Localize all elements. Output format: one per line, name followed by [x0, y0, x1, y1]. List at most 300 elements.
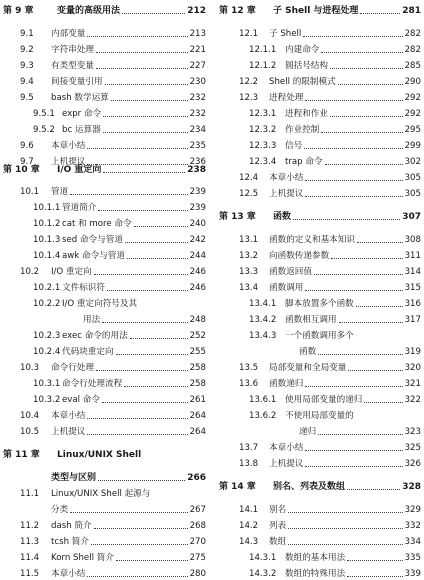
- toc-page-number: 329: [404, 505, 421, 515]
- toc-page-number: 244: [189, 251, 206, 261]
- toc-entry-number: 12.3.2: [249, 125, 277, 135]
- toc-entry-title: 本章小结: [51, 141, 86, 151]
- toc-page-number: 213: [189, 29, 206, 39]
- toc-page-number: 339: [404, 569, 421, 579]
- toc-page-number: 258: [189, 379, 206, 389]
- dot-leader: [96, 370, 188, 371]
- toc-page-number: 232: [189, 109, 206, 119]
- toc-entry-row: [219, 295, 421, 310]
- toc-entry-title: Shell 的限制模式: [269, 77, 336, 87]
- toc-entry-number: 9.5: [20, 93, 34, 103]
- toc-entry-row: [219, 137, 421, 152]
- dot-leader: [87, 36, 187, 37]
- toc-page-number: 316: [404, 299, 421, 309]
- toc-entry-number: 14.3.2: [249, 569, 277, 579]
- toc-entry-number: 第 14 章: [219, 482, 256, 492]
- toc-entry-row: [3, 549, 206, 564]
- toc-entry-number: 10.1.4: [33, 251, 61, 261]
- toc-chapter-row: [219, 208, 421, 223]
- toc-entry-title: 函数相互调用: [285, 315, 337, 325]
- toc-entry-row: [3, 423, 206, 438]
- toc-entry-row: [219, 343, 421, 358]
- toc-entry-number: 9.4: [20, 77, 34, 87]
- toc-entry-row: [3, 533, 206, 548]
- toc-entry-title: eval 命令: [62, 395, 100, 405]
- toc-entry-row: [219, 565, 421, 580]
- toc-entry-title: 函数: [299, 347, 317, 357]
- dot-leader: [305, 386, 402, 387]
- toc-entry-title: sed 命令与管道: [62, 235, 123, 245]
- toc-entry-number: 10.3: [20, 363, 40, 373]
- toc-entry-title: 上机提议: [269, 189, 304, 199]
- toc-entry-title: 子 Shell: [269, 29, 302, 39]
- toc-entry-number: 12.3.3: [249, 141, 277, 151]
- toc-entry-title: Linux/UNIX Shell: [57, 450, 142, 460]
- toc-entry-title: I/O 重定向符号及其: [62, 299, 138, 309]
- toc-entry-title: 使用局部变量的递归: [285, 395, 363, 405]
- dot-leader: [103, 116, 187, 117]
- dot-leader: [70, 194, 187, 195]
- toc-entry-number: 14.3: [239, 537, 259, 547]
- toc-entry-row: [3, 137, 206, 152]
- toc-page-number: 227: [189, 61, 206, 71]
- toc-entry-number: 10.2.3: [33, 331, 61, 341]
- toc-page-number: 319: [404, 347, 421, 357]
- toc-entry-number: 12.1: [239, 29, 259, 39]
- toc-entry-title: 文件标识符: [62, 283, 105, 293]
- toc-page-number: 255: [189, 347, 206, 357]
- toc-entry-row: [219, 231, 421, 246]
- toc-entry-row: [3, 295, 206, 310]
- toc-entry-row: [219, 391, 421, 406]
- toc-entry-row: [219, 105, 421, 120]
- toc-entry-number: 13.4: [239, 283, 259, 293]
- toc-entry-number: 11.4: [20, 553, 40, 563]
- toc-page-number: 282: [404, 29, 421, 39]
- dot-leader: [360, 13, 400, 14]
- toc-page-number: 305: [404, 173, 421, 183]
- toc-entry-row: [219, 25, 421, 40]
- dot-leader: [325, 164, 403, 165]
- dot-leader: [305, 466, 402, 467]
- toc-entry-number: 12.4: [239, 173, 259, 183]
- toc-page-number: 239: [189, 187, 206, 197]
- toc-entry-title: Linux/UNIX Shell 起源与: [51, 489, 151, 499]
- toc-entry-title: 函数递归: [269, 379, 304, 389]
- toc-entry-number: 10.1: [20, 187, 40, 197]
- toc-entry-title: 递归: [299, 427, 317, 437]
- toc-page-number: 315: [404, 283, 421, 293]
- toc-page-number: 240: [189, 219, 206, 229]
- toc-entry-number: 13.7: [239, 443, 259, 453]
- dot-leader: [103, 132, 188, 133]
- dot-leader: [94, 274, 188, 275]
- toc-entry-title: 代码块重定向: [62, 347, 114, 357]
- toc-entry-number: 13.4.3: [249, 331, 277, 341]
- toc-entry-number: 10.1.3: [33, 235, 61, 245]
- toc-entry-number: 10.1.1: [33, 203, 61, 213]
- toc-page-number: 261: [189, 395, 206, 405]
- toc-entry-row: [219, 121, 421, 136]
- toc-entry-number: 13.5: [239, 363, 259, 373]
- toc-page-number: 264: [189, 427, 206, 437]
- toc-entry-title: 别名、列表及数组: [273, 482, 346, 492]
- toc-entry-number: 9.2: [20, 45, 34, 55]
- toc-entry-number: 10.2.2: [33, 299, 61, 309]
- toc-entry-row: [3, 407, 206, 422]
- toc-entry-title: dash 简介: [51, 521, 92, 531]
- toc-page-number: 232: [189, 93, 206, 103]
- toc-entry-number: 14.2: [239, 521, 259, 531]
- toc-page-number: 299: [404, 141, 421, 151]
- dot-leader: [321, 52, 402, 53]
- toc-entry-row: [219, 41, 421, 56]
- toc-entry-row: [3, 375, 206, 390]
- toc-entry-number: 10.5: [20, 427, 40, 437]
- toc-page-number: 275: [189, 553, 206, 563]
- toc-entry-number: 9.6: [20, 141, 34, 151]
- dot-leader: [288, 544, 402, 545]
- dot-leader: [339, 322, 403, 323]
- toc-page-number: 266: [187, 473, 206, 483]
- toc-page-number: 238: [187, 165, 206, 175]
- toc-entry-row: [219, 311, 421, 326]
- toc-entry-row: [3, 485, 206, 500]
- toc-entry-row: [219, 73, 421, 88]
- toc-entry-number: 10.2: [20, 267, 40, 277]
- toc-entry-title: bc 运算器: [62, 125, 101, 135]
- toc-entry-row: [3, 105, 206, 120]
- toc-entry-number: 10.2.4: [33, 347, 61, 357]
- dot-leader: [305, 100, 402, 101]
- toc-entry-title: 管道简介: [62, 203, 97, 213]
- dot-leader: [331, 258, 402, 259]
- toc-entry-title: awk 命令与管道: [62, 251, 125, 261]
- toc-entry-title: 字符串处理: [51, 45, 94, 55]
- toc-entry-row: [219, 423, 421, 438]
- toc-entry-title: cat 和 more 命令: [62, 219, 132, 229]
- toc-entry-number: 13.6.2: [249, 411, 277, 421]
- dot-leader: [347, 560, 402, 561]
- toc-entry-row: [3, 391, 206, 406]
- dot-leader: [87, 418, 187, 419]
- toc-entry-row: [3, 247, 206, 262]
- toc-page-number: 270: [189, 537, 206, 547]
- toc-page-number: 252: [189, 331, 206, 341]
- toc-entry-number: 第 13 章: [219, 212, 256, 222]
- toc-entry-number: 9.3: [20, 61, 34, 71]
- toc-entry-row: [219, 455, 421, 470]
- toc-entry-row: [219, 517, 421, 532]
- toc-page-number: 280: [189, 569, 206, 579]
- toc-page-number: 258: [189, 363, 206, 373]
- toc-entry-number: 13.1: [239, 235, 259, 245]
- toc-entry-row: [219, 375, 421, 390]
- toc-entry-title: 上机提议: [51, 157, 86, 167]
- toc-entry-row: [219, 439, 421, 454]
- dot-leader: [348, 370, 402, 371]
- toc-entry-title: 内建命令: [285, 45, 320, 55]
- toc-page-number: 295: [404, 125, 421, 135]
- toc-page-number: 302: [404, 157, 421, 167]
- dot-leader: [111, 100, 188, 101]
- toc-entry-title: 类型与区别: [51, 473, 97, 483]
- toc-entry-title: 圆括号结构: [285, 61, 328, 71]
- dot-leader: [321, 132, 402, 133]
- toc-entry-number: 12.1.2: [249, 61, 277, 71]
- toc-entry-title: 命令行处理流程: [62, 379, 123, 389]
- toc-entry-title: 上机提议: [269, 459, 304, 469]
- toc-entry-number: 13.4.1: [249, 299, 277, 309]
- toc-chapter-row: [219, 2, 421, 17]
- dot-leader: [318, 434, 402, 435]
- toc-entry-title: 函数调用: [269, 283, 304, 293]
- toc-page-number: 317: [404, 315, 421, 325]
- toc-entry-number: 9.5.1: [33, 109, 55, 119]
- toc-page-number: 323: [404, 427, 421, 437]
- toc-page-number: 326: [404, 459, 421, 469]
- toc-page-number: 334: [404, 537, 421, 547]
- toc-page-number: 292: [404, 93, 421, 103]
- toc-entry-title: 本章小结: [269, 173, 304, 183]
- dot-leader: [98, 210, 187, 211]
- toc-entry-row: [219, 185, 421, 200]
- dot-leader: [116, 354, 188, 355]
- toc-entry-row: [3, 231, 206, 246]
- dot-leader: [130, 338, 188, 339]
- toc-page-number: 314: [404, 267, 421, 277]
- toc-entry-row: [219, 57, 421, 72]
- toc-entry-number: 13.2: [239, 251, 259, 261]
- toc-page-number: 335: [404, 553, 421, 563]
- toc-entry-title: 向函数传递参数: [269, 251, 330, 261]
- toc-entry-title: 有类型变量: [51, 61, 94, 71]
- toc-page-number: 328: [402, 482, 421, 492]
- toc-page-number: 246: [189, 283, 206, 293]
- dot-leader: [102, 322, 187, 323]
- toc-entry-number: 12.1.1: [249, 45, 277, 55]
- toc-entry-number: 11.1: [20, 489, 40, 499]
- toc-page-number: 248: [189, 315, 206, 325]
- dot-leader: [347, 489, 400, 490]
- toc-entry-row: [219, 327, 421, 342]
- toc-page-number: 285: [404, 61, 421, 71]
- dot-leader: [288, 528, 402, 529]
- toc-entry-row: [219, 533, 421, 548]
- toc-entry-number: 9.5.2: [33, 125, 55, 135]
- toc-entry-title: I/O 重定向: [51, 267, 92, 277]
- toc-entry-title: trap 命令: [285, 157, 323, 167]
- dot-leader: [107, 290, 188, 291]
- dot-leader: [103, 172, 185, 173]
- dot-leader: [305, 180, 402, 181]
- toc-entry-number: 10.3.2: [33, 395, 61, 405]
- toc-page-number: 305: [404, 189, 421, 199]
- toc-page-number: 325: [404, 443, 421, 453]
- dot-leader: [87, 148, 187, 149]
- toc-entry-number: 13.8: [239, 459, 259, 469]
- toc-entry-number: 9.7: [20, 157, 34, 167]
- dot-leader: [338, 84, 403, 85]
- toc-entry-title: 进程和作业: [285, 109, 328, 119]
- dot-leader: [94, 528, 188, 529]
- toc-entry-title: 数组: [269, 537, 287, 547]
- toc-entry-row: [3, 25, 206, 40]
- toc-page-number: 282: [404, 45, 421, 55]
- toc-page-number: 234: [189, 125, 206, 135]
- toc-entry-number: 12.2: [239, 77, 259, 87]
- toc-entry-title: 间接变量引用: [51, 77, 103, 87]
- toc-entry-number: 第 11 章: [3, 450, 40, 460]
- toc-page-number: 230: [189, 77, 206, 87]
- toc-entry-row: [3, 359, 206, 374]
- dot-leader: [364, 402, 402, 403]
- toc-entry-number: 13.4.2: [249, 315, 277, 325]
- toc-entry-title: 子 Shell 与进程处理: [273, 6, 359, 16]
- toc-entry-number: 10.3.1: [33, 379, 61, 389]
- dot-leader: [357, 242, 403, 243]
- dot-leader: [303, 36, 402, 37]
- toc-entry-number: 10.4: [20, 411, 40, 421]
- toc-entry-row: [3, 73, 206, 88]
- toc-page-number: 321: [404, 379, 421, 389]
- toc-entry-row: [3, 501, 206, 516]
- toc-entry-number: 11.2: [20, 521, 40, 531]
- toc-entry-row: [219, 263, 421, 278]
- toc-entry-title: 变量的高级用法: [57, 6, 121, 16]
- dot-leader: [96, 68, 188, 69]
- toc-entry-row: [3, 517, 206, 532]
- toc-entry-title: I/O 重定向: [57, 165, 102, 175]
- toc-entry-row: [3, 199, 206, 214]
- toc-entry-title: 数组的基本用法: [285, 553, 346, 563]
- dot-leader: [87, 576, 187, 577]
- dot-leader: [330, 116, 403, 117]
- toc-entry-row: [3, 121, 206, 136]
- toc-page-number: 268: [189, 521, 206, 531]
- toc-entry-title: 不使用局部变量的: [285, 411, 354, 421]
- toc-entry-number: 11.3: [20, 537, 40, 547]
- dot-leader: [305, 290, 402, 291]
- toc-entry-row: [219, 549, 421, 564]
- toc-entry-row: [219, 279, 421, 294]
- toc-entry-number: 第 10 章: [3, 165, 40, 175]
- toc-entry-row: [3, 263, 206, 278]
- dot-leader: [305, 196, 402, 197]
- dot-leader: [356, 306, 403, 307]
- toc-entry-number: 12.5: [239, 189, 259, 199]
- toc-entry-row: [219, 247, 421, 262]
- toc-entry-row: [3, 57, 206, 72]
- toc-entry-title: exec 命令的用法: [62, 331, 128, 341]
- toc-entry-row: [219, 407, 421, 422]
- toc-page-number: 307: [402, 212, 421, 222]
- toc-entry-row: [3, 565, 206, 580]
- toc-chapter-row: [3, 469, 206, 484]
- toc-entry-number: 14.1: [239, 505, 259, 515]
- toc-entry-title: 列表: [269, 521, 287, 531]
- toc-entry-row: [219, 153, 421, 168]
- toc-entry-number: 9.1: [20, 29, 34, 39]
- toc-entry-number: 11.5: [20, 569, 40, 579]
- dot-leader: [98, 480, 185, 481]
- toc-chapter-row: [3, 2, 206, 17]
- toc-entry-title: Korn Shell 简介: [51, 553, 114, 563]
- toc-entry-title: 分类: [51, 505, 69, 515]
- toc-entry-number: 12.3.1: [249, 109, 277, 119]
- dot-leader: [347, 576, 402, 577]
- toc-page-number: 242: [189, 235, 206, 245]
- toc-entry-title: 函数: [273, 212, 292, 222]
- toc-entry-row: [3, 311, 206, 326]
- toc-page-number: 246: [189, 267, 206, 277]
- toc-entry-title: 数组的特殊用法: [285, 569, 346, 579]
- toc-entry-number: 12.3.4: [249, 157, 277, 167]
- toc-entry-row: [3, 89, 206, 104]
- toc-page-number: 235: [189, 141, 206, 151]
- toc-entry-number: 13.6: [239, 379, 259, 389]
- toc-entry-title: 命令行处理: [51, 363, 94, 373]
- dot-leader: [127, 258, 188, 259]
- dot-leader: [105, 84, 188, 85]
- toc-page-number: 311: [404, 251, 421, 261]
- toc-entry-number: 13.3: [239, 267, 259, 277]
- dot-leader: [288, 512, 402, 513]
- toc-entry-number: 13.6.1: [249, 395, 277, 405]
- toc-page-number: 332: [404, 521, 421, 531]
- toc-page-number: 221: [189, 45, 206, 55]
- toc-entry-number: 第 12 章: [219, 6, 256, 16]
- toc-entry-row: [219, 89, 421, 104]
- toc-entry-number: 10.1.2: [33, 219, 61, 229]
- toc-entry-title: 函数的定义和基本知识: [269, 235, 355, 245]
- toc-entry-row: [3, 279, 206, 294]
- toc-page-number: 267: [189, 505, 206, 515]
- toc-page-number: 212: [187, 6, 206, 16]
- dot-leader: [304, 148, 402, 149]
- dot-leader: [330, 68, 403, 69]
- toc-entry-title: 本章小结: [51, 569, 86, 579]
- toc-entry-title: bash 数学运算: [51, 93, 109, 103]
- toc-page-number: 292: [404, 109, 421, 119]
- toc-entry-title: expr 命令: [62, 109, 102, 119]
- dot-leader: [124, 386, 187, 387]
- toc-entry-row: [3, 343, 206, 358]
- toc-entry-row: [3, 215, 206, 230]
- dot-leader: [125, 242, 188, 243]
- toc-page-number: 290: [404, 77, 421, 87]
- toc-page-number: 320: [404, 363, 421, 373]
- toc-entry-row: [219, 359, 421, 374]
- dot-leader: [91, 544, 188, 545]
- toc-entry-row: [219, 501, 421, 516]
- dot-leader: [318, 354, 402, 355]
- toc-entry-title: 本章小结: [51, 411, 86, 421]
- toc-entry-row: [3, 183, 206, 198]
- toc-entry-number: 10.2.1: [33, 283, 61, 293]
- toc-entry-row: [3, 327, 206, 342]
- toc-entry-row: [3, 41, 206, 56]
- toc-entry-number: 12.3: [239, 93, 259, 103]
- dot-leader: [87, 434, 187, 435]
- dot-leader: [122, 13, 185, 14]
- toc-page-number: 308: [404, 235, 421, 245]
- toc-page-number: 264: [189, 411, 206, 421]
- toc-entry-title: 局部变量和全局变量: [269, 363, 347, 373]
- dot-leader: [70, 512, 187, 513]
- toc-entry-title: 函数返回值: [269, 267, 312, 277]
- toc-page-number: 281: [402, 6, 421, 16]
